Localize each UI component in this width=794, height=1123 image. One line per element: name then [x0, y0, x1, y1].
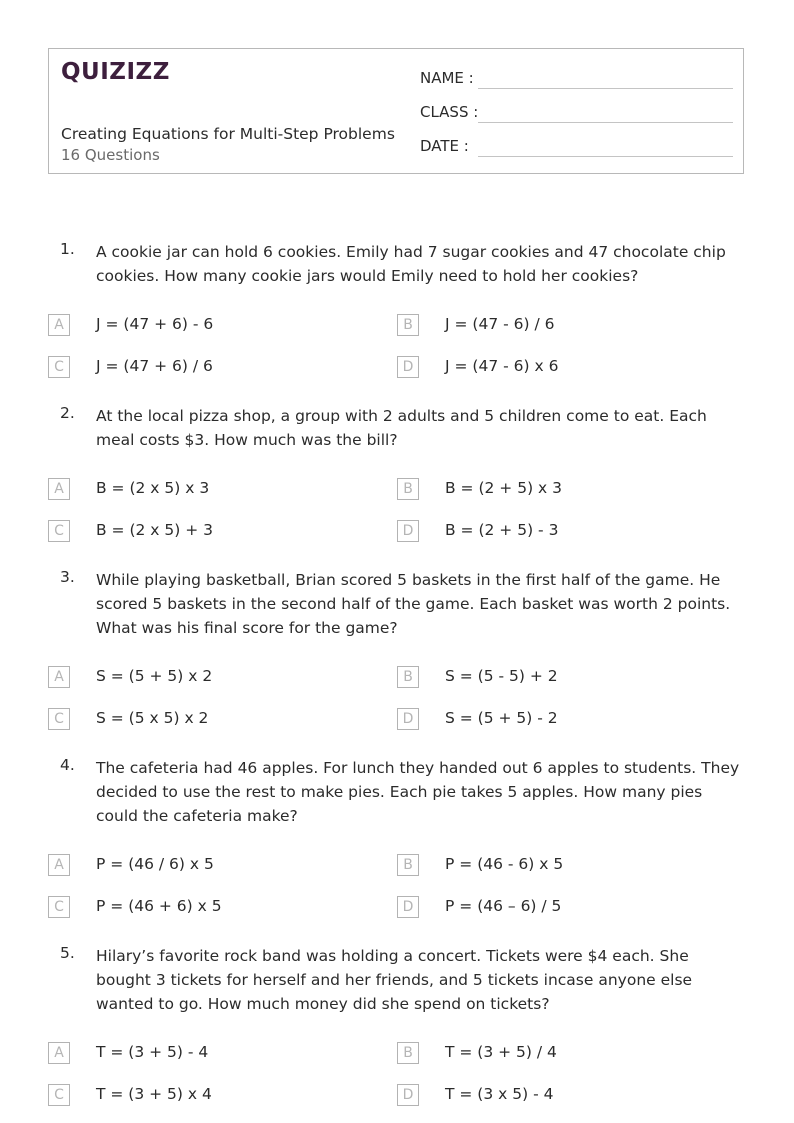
option-letter-box[interactable]: B — [397, 478, 419, 500]
question-number: 1. — [60, 240, 75, 258]
option-letter-box[interactable]: D — [397, 520, 419, 542]
option-text: J = (47 + 6) - 6 — [96, 315, 214, 333]
option-text: S = (5 + 5) - 2 — [445, 709, 558, 727]
option-text: J = (47 - 6) x 6 — [445, 357, 559, 375]
question-text: While playing basketball, Brian scored 5 baskets in the first half of the game. He scored 5 baskets in the second half of the game. Each basket was worth 2 points. What was his final score for the game? — [96, 571, 731, 637]
option-text: S = (5 - 5) + 2 — [445, 667, 558, 685]
question-number: 4. — [60, 756, 75, 774]
quizizz-logo: QUIZIZZ — [61, 59, 170, 85]
date-line[interactable] — [478, 156, 733, 157]
option-text: S = (5 x 5) x 2 — [96, 709, 209, 727]
question-count: 16 Questions — [61, 146, 160, 164]
worksheet-title: Creating Equations for Multi-Step Problems — [61, 125, 395, 143]
option-letter-box[interactable]: B — [397, 854, 419, 876]
question-number: 2. — [60, 404, 75, 422]
option-letter-box[interactable]: A — [48, 478, 70, 500]
option-text: B = (2 x 5) + 3 — [96, 521, 214, 539]
option-letter-box[interactable]: D — [397, 1084, 419, 1106]
question-number: 3. — [60, 568, 75, 586]
option-text: T = (3 + 5) x 4 — [96, 1085, 212, 1103]
option-letter-box[interactable]: B — [397, 314, 419, 336]
option-letter-box[interactable]: C — [48, 896, 70, 918]
option-letter-box[interactable]: D — [397, 356, 419, 378]
option-letter-box[interactable]: D — [397, 708, 419, 730]
option-letter-box[interactable]: B — [397, 666, 419, 688]
option-letter-box[interactable]: A — [48, 854, 70, 876]
option-text: B = (2 + 5) x 3 — [445, 479, 563, 497]
option-text: P = (46 - 6) x 5 — [445, 855, 564, 873]
question-number: 5. — [60, 944, 75, 962]
option-text: J = (47 + 6) / 6 — [96, 357, 213, 375]
option-text: T = (3 x 5) - 4 — [445, 1085, 554, 1103]
date-label: DATE : — [420, 137, 469, 155]
option-text: S = (5 + 5) x 2 — [96, 667, 213, 685]
date-field[interactable] — [420, 137, 733, 157]
option-letter-box[interactable]: C — [48, 520, 70, 542]
option-text: B = (2 x 5) x 3 — [96, 479, 210, 497]
question-text: The cafeteria had 46 apples. For lunch they handed out 6 apples to students. They decided to use the rest to make pies. Each pie takes 5 apples. How many pies could the cafeteria make? — [96, 759, 740, 825]
name-line[interactable] — [478, 88, 733, 89]
option-text: T = (3 + 5) - 4 — [96, 1043, 209, 1061]
class-label: CLASS : — [420, 103, 479, 121]
option-letter-box[interactable]: D — [397, 896, 419, 918]
question-text: A cookie jar can hold 6 cookies. Emily had 7 sugar cookies and 47 chocolate chip cookies. How many cookie jars would Emily need to hold her cookies? — [96, 243, 726, 285]
name-field[interactable] — [420, 69, 733, 89]
option-letter-box[interactable]: C — [48, 1084, 70, 1106]
option-text: J = (47 - 6) / 6 — [445, 315, 555, 333]
option-text: T = (3 + 5) / 4 — [445, 1043, 557, 1061]
question-text: At the local pizza shop, a group with 2 adults and 5 children come to eat. Each meal costs $3. How much was the bill? — [96, 407, 707, 449]
option-letter-box[interactable]: C — [48, 356, 70, 378]
class-line[interactable] — [478, 122, 733, 123]
name-label: NAME : — [420, 69, 474, 87]
option-text: P = (46 + 6) x 5 — [96, 897, 222, 915]
option-text: P = (46 – 6) / 5 — [445, 897, 562, 915]
option-letter-box[interactable]: C — [48, 708, 70, 730]
option-letter-box[interactable]: A — [48, 314, 70, 336]
option-letter-box[interactable]: B — [397, 1042, 419, 1064]
question-text: Hilary’s favorite rock band was holding a concert. Tickets were $4 each. She bought 3 tickets for herself and her friends, and 5 tickets incase anyone else wanted to go. How much money did she spend on tickets? — [96, 947, 693, 1013]
class-field[interactable] — [420, 103, 733, 123]
option-text: P = (46 / 6) x 5 — [96, 855, 214, 873]
option-text: B = (2 + 5) - 3 — [445, 521, 559, 539]
option-letter-box[interactable]: A — [48, 1042, 70, 1064]
worksheet-header — [48, 48, 744, 174]
option-letter-box[interactable]: A — [48, 666, 70, 688]
